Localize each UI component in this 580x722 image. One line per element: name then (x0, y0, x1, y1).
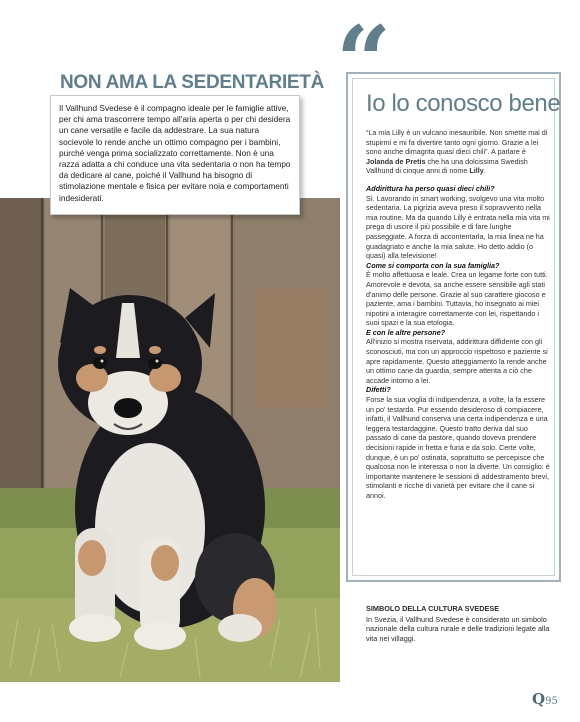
intro-text: Il Vallhund Svedese è il compagno ideale per le famiglie attive, per chi ama trascorrere tempo all'aria aperta o per chi desidera un cane versatile e facile da addestrare. La sua natura socievole lo rende anche un ottimo compagno per i bambini, purché venga prima socializzato correttamente. Non è una razza adatta a chi conduce una vita sedentaria o non ha tempo da dedicare al cane, poiché il Vallhund ha bisogno di stimolazione mentale e fisica per evitare noia e comportamenti indesiderati. (59, 103, 291, 203)
magazine-logo-icon: Q (532, 690, 546, 708)
interviewee-name: Jolanda de Pretis (366, 156, 426, 166)
question: Addirittura ha perso quasi dieci chili? (366, 183, 495, 193)
dog-name: Lilly (469, 166, 484, 176)
sidebar-note (366, 604, 556, 643)
answer: Sì. Lavorando in smart working, svolgevo una vita molto sedentaria. La pigrizia aveva preso il sopravvento nella mia routine. Ma da quando Lilly è entrata nella mia vita mi prega di uscire il più possibile e di fare lunghe passeggiate. A forza di accontentarla, la mia linea ne ha guadagnato e anche la mia salute. Ho detto addio (o quasi) alla televisione! (366, 193, 550, 261)
page-number-value: 95 (545, 696, 558, 707)
answer: È molto affettuosa e leale. Crea un legame forte con tutti. Amorevole e devota, sa anche essere sensibile agli stati d'animo delle persone. Grazie al suo carattere giocoso e paziente, ama i bambini. Tuttavia, ho insegnato ai miei nipotini a interagire correttamente con lei, rispettando i suoi spazi e la sua etologia. (366, 270, 548, 328)
question: E con le altre persone? (366, 327, 446, 337)
question: Difetti? (366, 385, 391, 395)
puppy-photo (0, 198, 340, 682)
lead-mid: che ha una dolcissima Swedish Vallhund di cinque anni di nome (366, 156, 528, 176)
interview-lead (366, 128, 550, 176)
intro-box (50, 95, 300, 215)
question: Come si comporta con la sua famiglia? (366, 260, 500, 270)
lead-end: . (483, 166, 486, 176)
interview-title: Io lo conosco bene (366, 90, 561, 117)
sidebar-text: In Svezia, il Vallhund Svedese è considerato un simbolo nazionale della cultura rurale e delle tradizioni legate alla vita nei villaggi. (366, 614, 550, 643)
page-number (532, 690, 558, 708)
answer: All'inizio si mostra riservata, addirittura diffidente con gli sconosciuti, ma con un approccio rispettoso e paziente si apre rapidamente. Questo atteggiamento la rende anche un ottimo cane da guardia, sempre attenta a ciò che accade intorno a lei. (366, 337, 548, 385)
section-title: NON AMA LA SEDENTARIETÀ (60, 72, 325, 93)
interview-body (366, 128, 550, 501)
lead-text: “La mia Lilly è un vulcano inesauribile. Non smette mai di stupirmi e mi fa divertire tanto ogni giorno. Grazie a lei sono anche dimagrita quasi dieci chili”. A parlare è (366, 128, 548, 157)
puppy-illustration (0, 198, 340, 682)
open-quote-icon: “ (336, 5, 392, 118)
sidebar-title: SIMBOLO DELLA CULTURA SVEDESE (366, 604, 500, 613)
answer: Forse la sua voglia di indipendenza, a volte, la fa essere un po' testarda. Pur essendo desideroso di compiacere, infatti, il Vallhund conserva una certa indipendenza e una leggera testardaggine. Questo tratto deriva dal suo passato di cane da pastore, quando doveva prendere decisioni rapide in fretta e furia e da solo. Certe volte, dunque, è un po' ostinata, soprattutto se percepisce che qualcosa non le interessa o non la diverte. Un consiglio: è importante mantenere le sessioni di addestramento brevi, stimolanti e ricche di varietà per evitare che il cane si annoi. (366, 395, 550, 500)
